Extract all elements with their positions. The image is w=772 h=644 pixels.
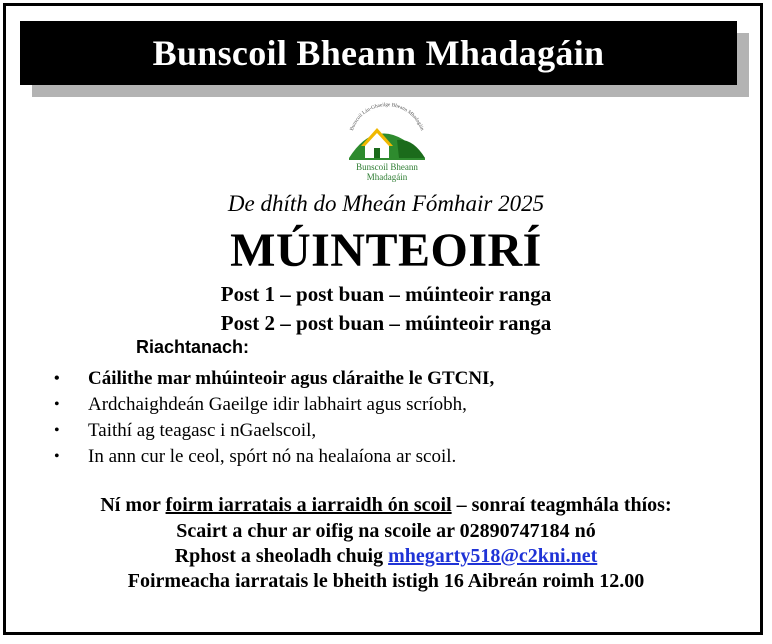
svg-text:Bunscoil Lán-Ghaeilge Bheann M bbox=[349, 102, 425, 132]
application-form-text: foirm iarratais a iarraidh ón scoil bbox=[165, 494, 452, 516]
email-link[interactable]: mhegarty518@c2kni.net bbox=[388, 545, 598, 567]
contact-line-3 bbox=[0, 545, 772, 568]
requirements-list bbox=[54, 366, 494, 470]
requirement-text: Taithí ag teagasc i nGaelscoil, bbox=[88, 420, 317, 441]
deadline-line: Foirmeacha iarratais le bheith istigh 16 Aibreán roimh 12.00 bbox=[127, 570, 645, 592]
bullet-icon: • bbox=[54, 396, 60, 413]
contact-line-1 bbox=[0, 494, 772, 517]
requirement-text: In ann cur le ceol, spórt nó na healaíona ar scoil. bbox=[88, 446, 457, 467]
bullet-icon: • bbox=[54, 370, 60, 387]
logo-door-shape bbox=[374, 148, 380, 158]
logo-arc-text: Bunscoil Lán-Ghaeilge Bheann Mhadagáin bbox=[348, 102, 426, 132]
page-title: MÚINTEOIRÍ bbox=[230, 224, 542, 277]
subtitle: De dhíth do Mheán Fómhair 2025 bbox=[227, 191, 545, 216]
logo-text-line2: Mhadagáin bbox=[366, 172, 408, 182]
bullet-icon: • bbox=[54, 422, 60, 439]
requirement-text: Ardchaighdeán Gaeilge idir labhairt agus scríobh, bbox=[88, 394, 467, 415]
post-line-2: Post 2 – post buan – múinteoir ranga bbox=[220, 311, 552, 335]
bullet-icon: • bbox=[54, 448, 60, 465]
contact-text: Ní mor bbox=[100, 494, 166, 516]
school-logo-icon bbox=[339, 100, 435, 186]
requirement-text: Cáilithe mar mhúinteoir agus cláraithe le GTCNI, bbox=[88, 368, 495, 389]
title-banner bbox=[20, 21, 737, 85]
list-item bbox=[54, 418, 494, 444]
school-name-heading: Bunscoil Bheann Mhadagáin bbox=[152, 33, 605, 73]
post-line-1: Post 1 – post buan – múinteoir ranga bbox=[220, 282, 552, 306]
requirements-label: Riachtanach: bbox=[136, 337, 250, 357]
contact-line-2: Scairt a chur ar oifig na scoile ar 02890747184 nó bbox=[176, 520, 596, 542]
contact-text: Rphost a sheoladh chuig bbox=[174, 545, 389, 567]
logo-text-line1: Bunscoil Bheann bbox=[356, 162, 418, 172]
contact-text: – sonraí teagmhála thíos: bbox=[451, 494, 672, 516]
list-item bbox=[54, 392, 494, 418]
list-item bbox=[54, 366, 494, 392]
logo-hill-shade bbox=[397, 140, 425, 158]
list-item bbox=[54, 444, 494, 470]
